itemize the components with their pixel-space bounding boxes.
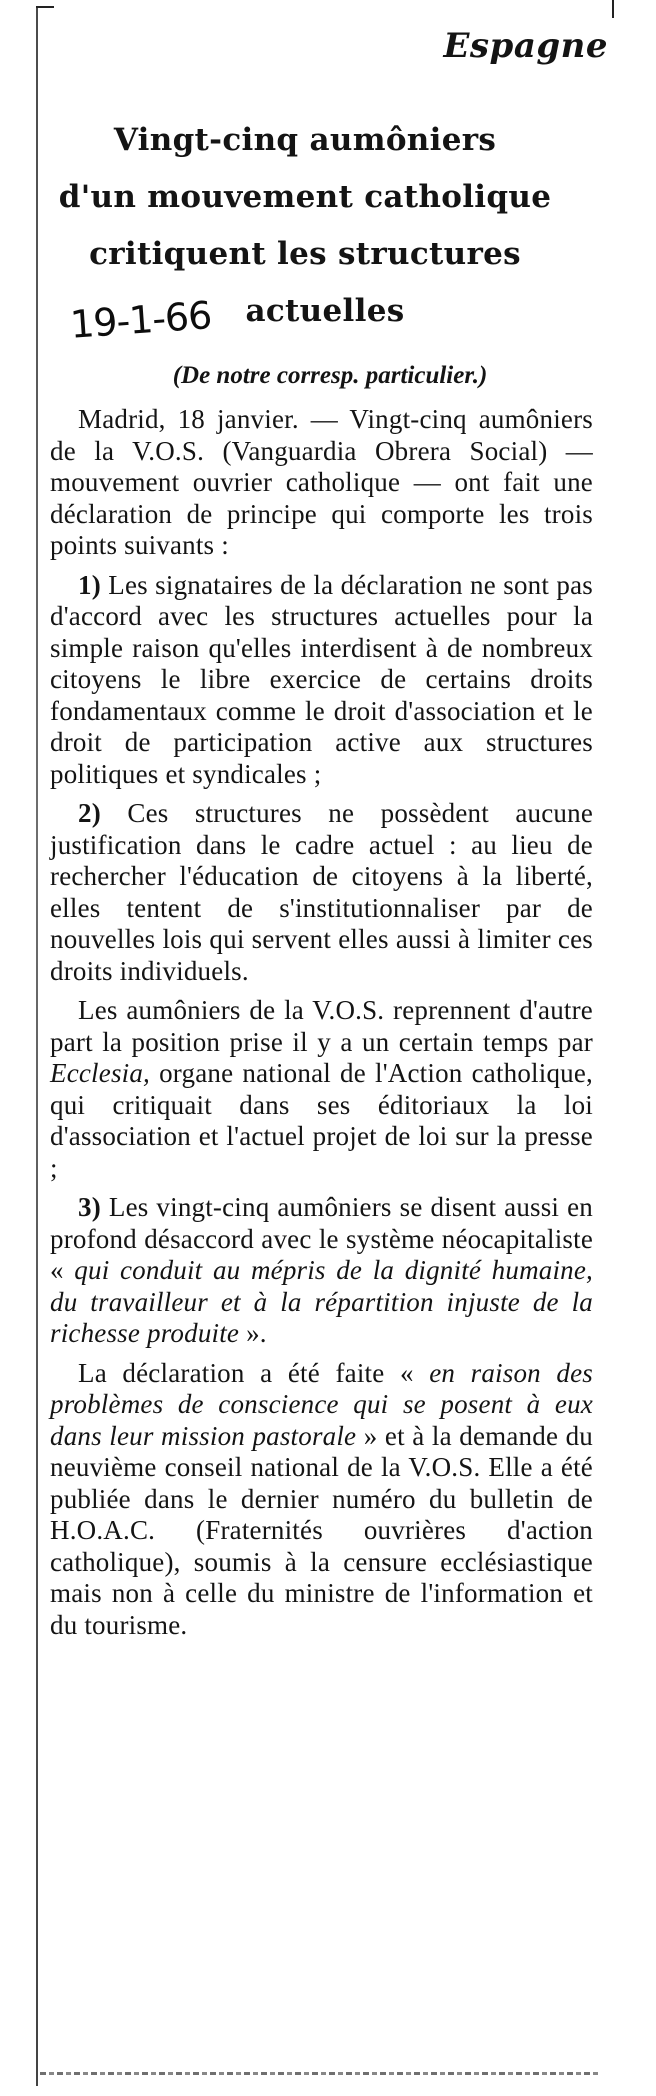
headline-line-1: Vingt-cinq aumôniers xyxy=(113,122,497,158)
section-heading: Espagne xyxy=(443,26,608,66)
headline-line-4: actuelles xyxy=(245,293,405,329)
paragraph-6 xyxy=(50,1358,593,1642)
clipping-top-edge xyxy=(36,6,54,8)
paragraph-6-emphasis: en raison des problèmes de conscience qui se posent à eux dans leur mission pastorale xyxy=(50,1357,594,1451)
point-number-1: 1) xyxy=(78,569,101,600)
paragraph-5-text-b: ». xyxy=(239,1318,267,1348)
paragraph-2-text: Les signataires de la déclaration ne sont pas d'accord avec les structures actuelles pour la simple raison qu'elles interdisent à de nombreux citoyens le libre exercice de certains droits fondamentaux comme le droit d'association et le droit de participation active aux structures politiques et syndicales ; xyxy=(50,569,593,789)
headline-line-3: critiquent les structures xyxy=(89,236,521,272)
article-body xyxy=(50,404,593,1649)
point-number-2: 2) xyxy=(78,798,101,828)
clipping-bottom-edge xyxy=(40,2072,600,2075)
paragraph-5-text-a: Les vingt-cinq aumôniers se disent aussi en profond désaccord avec le système néocapitaliste « xyxy=(50,1192,593,1285)
byline: (De notre corresp. particulier.) xyxy=(172,362,488,389)
paragraph-4-text-b: organe national de l'Action catholique, qui critiquait dans ses éditoriaux la loi d'association et l'actuel projet de loi sur la presse ; xyxy=(50,1058,593,1183)
paragraph-3 xyxy=(50,798,593,987)
point-number-3: 3) xyxy=(78,1192,101,1222)
clipping-right-edge xyxy=(612,0,614,18)
headline-line-2: d'un mouvement catholique xyxy=(58,179,552,215)
paragraph-4 xyxy=(50,995,593,1184)
paragraph-6-text-b: » et à la demande du neuvième conseil national de la V.O.S. Elle a été publiée dans le dernier numéro du bulletin de H.O.A.C. (Fraternités ouvrières d'action catholique), soumis à la censure ecclésiastique mais non à celle du ministre de l'information et du tourisme. xyxy=(50,1420,594,1640)
paragraph-3-text: Ces structures ne possèdent aucune justification dans le cadre actuel : au lieu de rechercher l'éducation de citoyens à la liberté, elles tentent de s'institutionnaliser par de nouvelles lois qui servent elles aussi à limiter ces droits individuels. xyxy=(50,798,594,986)
handwritten-date: 19-1-66 xyxy=(68,293,213,347)
paragraph-6-text-a: La déclaration a été faite « xyxy=(78,1357,430,1388)
paragraph-1: Madrid, 18 janvier. — Vingt-cinq aumôniers de la V.O.S. (Vanguardia Obrera Social) — mouvement ouvrier catholique — ont fait une déclaration de principe qui comporte les trois points suivants : xyxy=(50,404,593,560)
paragraph-5 xyxy=(50,1192,593,1350)
paragraph-4-text-a: Les aumôniers de la V.O.S. reprennent d'autre part la position prise il y a un certain temps par xyxy=(50,995,593,1057)
paragraph-5-emphasis: qui conduit au mépris de la dignité humaine, du travailleur et à la répartition injuste de la richesse produite xyxy=(50,1255,593,1348)
paragraph-4-emphasis: Ecclesia, xyxy=(50,1058,151,1088)
paragraph-2 xyxy=(50,570,593,791)
